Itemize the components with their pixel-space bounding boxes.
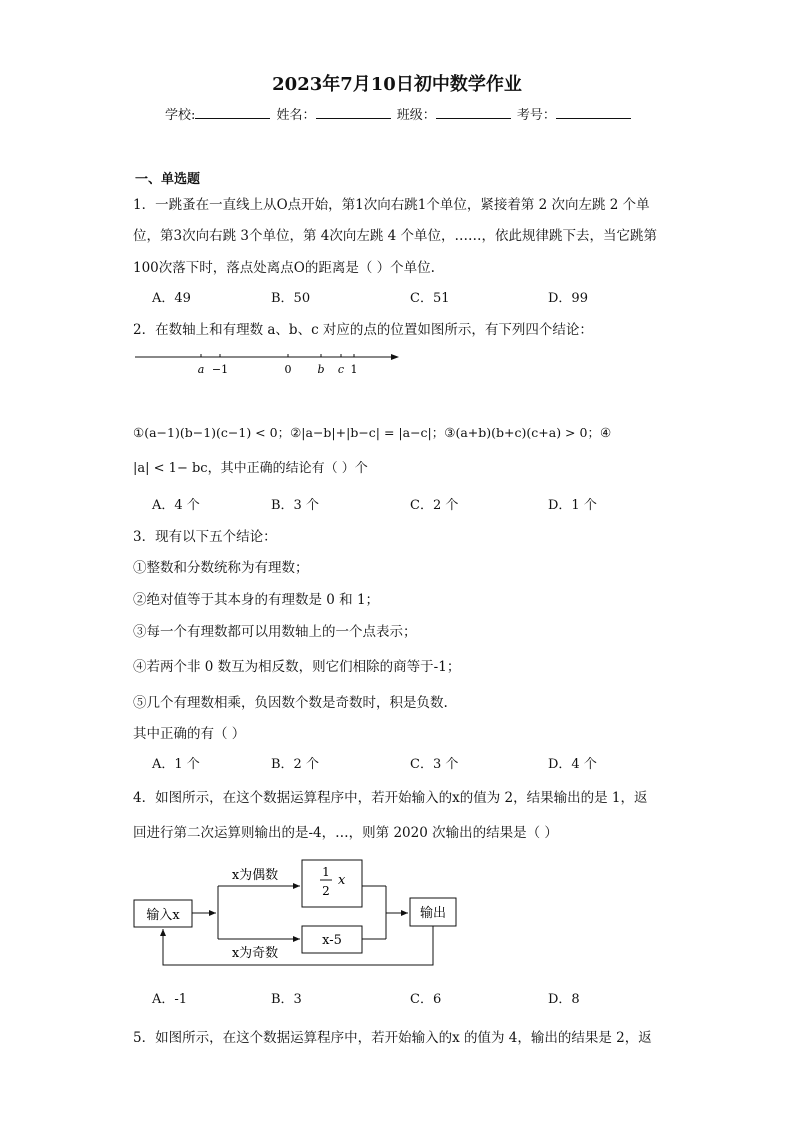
q3-item-3: ③每一个有理数都可以用数轴上的一个点表示； (133, 624, 417, 640)
q3-option-c: C．3 个 (410, 757, 459, 772)
q2-line-1: 2．在数轴上和有理数 a、b、c 对应的点的位置如图所示，有下列四个结论： (133, 322, 593, 338)
even-label: x为偶数 (231, 868, 279, 883)
q1-option-b: B．50 (271, 291, 311, 306)
q1-line-1: 1．一跳蚤在一直线上从O点开始，第1次向右跳1个单位，紧接着第 2 次向左跳 2 个单 (133, 197, 650, 213)
q1-line-3: 100次落下时，落点处离点O的距离是（ ）个单位. (133, 260, 435, 276)
q3-option-a: A．1 个 (152, 757, 200, 772)
q3-item-2: ②绝对值等于其本身的有理数是 0 和 1； (133, 592, 380, 608)
q4-line-2: 回进行第二次运算则输出的是-4，…，则第 2020 次输出的结果是（ ） (133, 825, 558, 841)
q4-option-a: A．-1 (152, 992, 188, 1007)
school-blank[interactable] (195, 106, 270, 119)
class-label: 班级： (396, 108, 436, 123)
q3-line-1: 3．现有以下五个结论： (133, 529, 277, 545)
label-b: b (317, 363, 325, 376)
q3-ask: 其中正确的有（ ） (133, 726, 246, 742)
number-blank[interactable] (556, 106, 631, 119)
q3-option-b: B．2 个 (271, 757, 319, 772)
loop-back-arrow (163, 926, 433, 965)
section-heading: 一、单选题 (135, 172, 201, 187)
q1-option-a: A．49 (152, 291, 191, 306)
output-box-label: 输出 (419, 906, 447, 921)
label-zero: 0 (284, 363, 292, 376)
half-variable: x (338, 873, 346, 888)
q3-option-d: D．4 个 (548, 757, 597, 772)
q4-option-b: B．3 (271, 992, 302, 1007)
name-blank[interactable] (316, 106, 391, 119)
q3-item-1: ①整数和分数统称为有理数； (133, 560, 309, 576)
half-numerator: 1 (322, 865, 330, 879)
q2-conditions-line-1: ①(a−1)(b−1)(c−1) < 0；②|a−b|+|b−c| = |a−c|；③(a+b)(b+c)(c+a) > 0；④ (133, 425, 612, 440)
flowchart-figure (130, 855, 465, 970)
q1-option-c: C．51 (410, 291, 450, 306)
half-denominator: 2 (322, 884, 330, 898)
page-title: 2023年7月10日初中数学作业 (272, 74, 522, 95)
q2-conditions-line-2: |a| < 1− bc，其中正确的结论有（ ）个 (133, 461, 368, 476)
label-c: c (337, 363, 345, 376)
input-box-label: 输入x (146, 908, 180, 923)
q2-option-a: A．4 个 (152, 498, 200, 513)
name-label: 姓名： (276, 108, 316, 123)
q1-option-d: D．99 (548, 291, 588, 306)
q2-option-b: B．3 个 (271, 498, 319, 513)
q4-line-1: 4．如图所示，在这个数据运算程序中，若开始输入的x的值为 2，结果输出的是 1，返 (133, 790, 648, 806)
student-info-row (165, 104, 633, 123)
school-label: 学校: (165, 108, 196, 123)
label-one: 1 (350, 363, 358, 376)
number-line-figure (133, 345, 408, 380)
class-blank[interactable] (436, 106, 511, 119)
q4-option-d: D．8 (548, 992, 580, 1007)
label-a: a (197, 363, 205, 376)
q2-option-c: C．2 个 (410, 498, 459, 513)
minus-box-label: x-5 (322, 933, 342, 948)
number-label: 考号： (516, 108, 556, 123)
odd-label: x为奇数 (231, 946, 279, 961)
q3-item-5: ⑤几个有理数相乘，负因数个数是奇数时，积是负数. (133, 695, 448, 711)
q4-option-c: C．6 (410, 992, 442, 1007)
label-minus-one: −1 (211, 363, 229, 376)
q1-line-2: 位，第3次向右跳 3个单位，第 4次向左跳 4 个单位，……，依此规律跳下去，当它跳第 (133, 228, 658, 244)
q2-option-d: D．1 个 (548, 498, 597, 513)
number-line-arrow (391, 354, 399, 360)
q3-item-4: ④若两个非 0 数互为相反数，则它们相除的商等于-1； (133, 659, 461, 675)
q5-line-1: 5．如图所示，在这个数据运算程序中，若开始输入的x 的值为 4，输出的结果是 2，返 (133, 1030, 652, 1046)
half-box (302, 860, 362, 907)
